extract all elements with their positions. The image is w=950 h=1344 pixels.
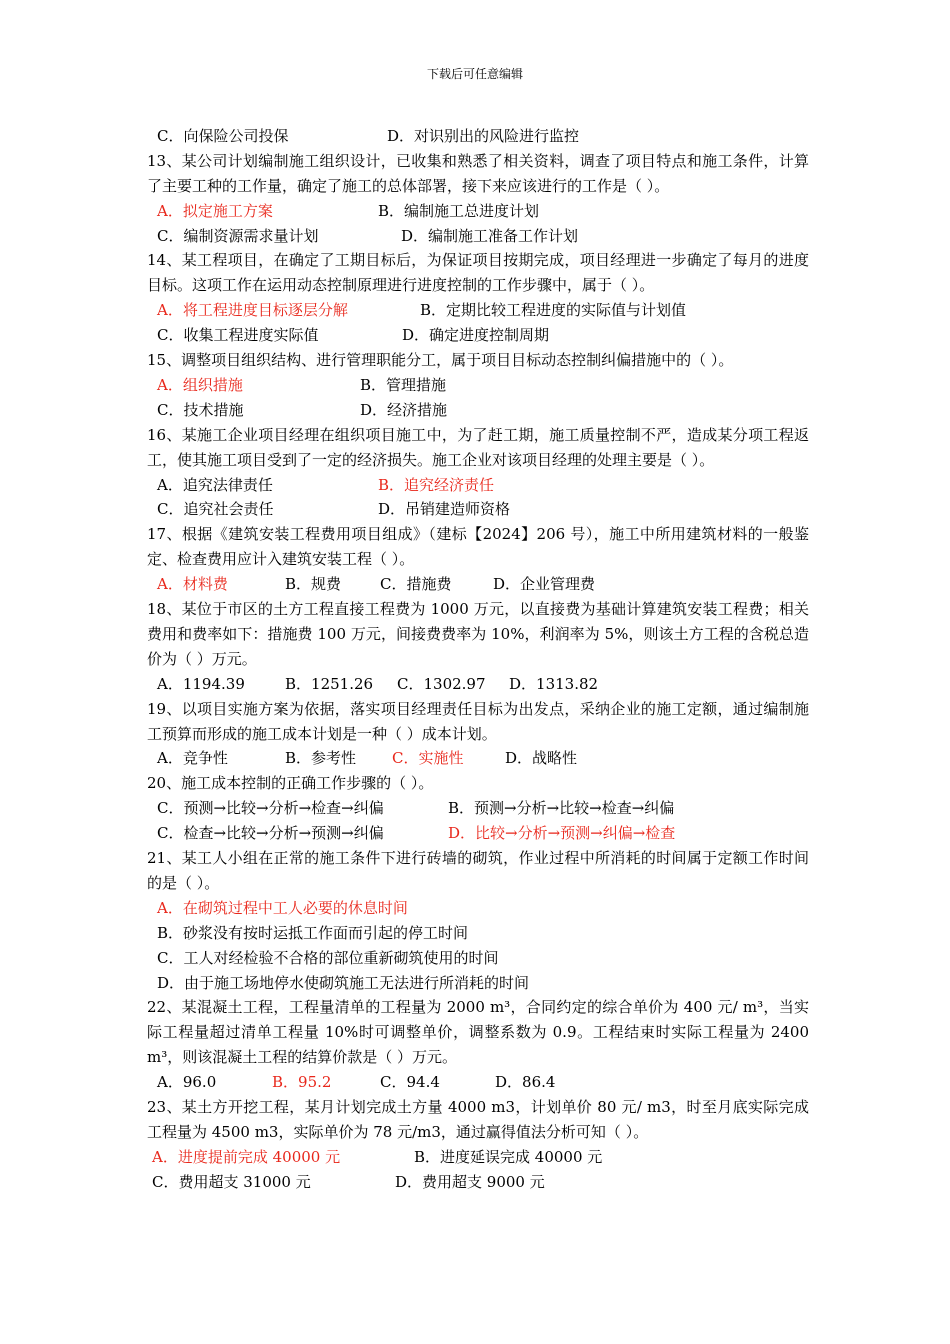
answer-option: D．经济措施	[360, 400, 448, 419]
question-text: 15、调整项目组织结构、进行管理职能分工，属于项目目标动态控制纠偏措施中的（ ）。	[147, 351, 734, 370]
option-row	[147, 473, 809, 498]
option-row	[147, 298, 809, 323]
answer-option: B．预测→分析→比较→检查→纠偏	[448, 799, 675, 818]
answer-option: B．管理措施	[360, 375, 447, 394]
option-row	[147, 672, 809, 697]
option-row	[147, 1170, 809, 1195]
question-text: 17、根据《建筑安装工程费用项目组成》（建标【2024】206 号），施工中所用建筑材料的一般鉴定、检查费用应计入建筑安装工程（ ）。	[147, 525, 809, 569]
answer-option: B．进度延误完成 40000 元	[414, 1147, 603, 1166]
answer-option: A．追究法律责任	[157, 475, 273, 494]
answer-option: D．战略性	[505, 749, 578, 768]
option-row	[147, 1070, 809, 1095]
answer-option-correct: B．追究经济责任	[378, 475, 495, 494]
question-text: 18、某位于市区的土方工程直接工程费为 1000 万元，以直接费为基础计算建筑安装工程费；相关费用和费率如下：措施费 100 万元，间接费费率为 10%，利润率为 5%，则该土方工程的含税总造价为（ ）万元。	[147, 600, 809, 668]
answer-option: D．1313.82	[509, 674, 599, 693]
answer-option: C．94.4	[380, 1073, 440, 1092]
answer-option-correct: D．比较→分析→预测→纠偏→检查	[448, 824, 676, 843]
answer-option: C．费用超支 31000 元	[152, 1172, 311, 1191]
answer-option: C．1302.97	[397, 674, 486, 693]
answer-option: D．由于施工场地停水使砌筑施工无法进行所消耗的时间	[157, 973, 530, 992]
answer-option: C．措施费	[380, 575, 452, 594]
option-row	[147, 323, 809, 348]
question-text: 19、以项目实施方案为依据，落实项目经理责任目标为出发点，采纳企业的施工定额，通过编制施工预算而形成的施工成本计划是一种（ ）成本计划。	[147, 699, 809, 743]
answer-option: D．确定进度控制周期	[402, 326, 550, 345]
question-text: 20、施工成本控制的正确工作步骤的（ ）。	[147, 774, 434, 793]
question-text: 13、某公司计划编制施工组织设计，已收集和熟悉了相关资料，调查了项目特点和施工条件，计算了主要工种的工作量，确定了施工的总体部署，接下来应该进行的工作是（ ）。	[147, 151, 809, 195]
answer-option: C．追究社会责任	[157, 500, 274, 519]
answer-option-correct: C．实施性	[392, 749, 464, 768]
answer-option-correct: B．95.2	[272, 1073, 332, 1092]
question-text: 23、某土方开挖工程，某月计划完成土方量 4000 m3，计划单价 80 元/ m3，时至月底实际完成工程量为 4500 m3，实际单价为 78 元/m3，通过赢得值法分析可知（ ）。	[147, 1098, 809, 1141]
answer-option: C．向保险公司投保	[157, 127, 289, 145]
page-header: 下载后可任意编辑	[426, 67, 523, 81]
answer-option: C．技术措施	[157, 400, 244, 419]
exam-content	[147, 124, 809, 1195]
option-row	[147, 497, 809, 522]
question-text: 21、某工人小组在正常的施工条件下进行砖墙的砌筑，作业过程中所消耗的时间属于定额工作时间的是（ ）。	[147, 849, 809, 892]
answer-option: D．企业管理费	[493, 575, 596, 594]
answer-option-correct: A．组织措施	[157, 375, 243, 394]
option-row	[147, 398, 809, 423]
option-row	[147, 572, 809, 597]
answer-option: C．预测→比较→分析→检查→纠偏	[157, 799, 384, 818]
answer-option: A．竞争性	[157, 749, 228, 768]
option-row	[147, 821, 809, 846]
option-row	[147, 746, 809, 771]
answer-option: C．检查→比较→分析→预测→纠偏	[157, 824, 384, 843]
answer-option: D．吊销建造师资格	[378, 500, 511, 519]
answer-option-correct: A．进度提前完成 40000 元	[152, 1147, 341, 1166]
answer-option-correct: A．材料费	[157, 575, 228, 594]
answer-option: B．参考性	[285, 749, 357, 768]
answer-option-correct: A．将工程进度目标逐层分解	[157, 301, 348, 320]
answer-option: C．编制资源需求量计划	[157, 226, 319, 245]
option-row	[147, 896, 809, 921]
answer-option: D．编制施工准备工作计划	[401, 226, 579, 245]
answer-option: B．编制施工总进度计划	[378, 201, 540, 220]
option-row	[147, 921, 809, 946]
question-text: 14、某工程项目，在确定了工期目标后，为保证项目按期完成，项目经理进一步确定了每月的进度目标。这项工作在运用动态控制原理进行进度控制的工作步骤中，属于（ ）。	[147, 251, 809, 295]
question-text: 16、某施工企业项目经理在组织项目施工中，为了赶工期，施工质量控制不严，造成某分项工程返工，使其施工项目受到了一定的经济损失。施工企业对该项目经理的处理主要是（ ）。	[147, 425, 809, 469]
option-row	[147, 373, 809, 398]
answer-option: B．规费	[285, 575, 342, 594]
option-row	[147, 796, 809, 821]
option-row	[147, 199, 809, 224]
option-row	[147, 1145, 809, 1170]
answer-option: B．1251.26	[285, 674, 374, 693]
option-row	[147, 224, 809, 249]
option-row	[147, 124, 809, 149]
answer-option-correct: A．在砌筑过程中工人必要的休息时间	[157, 898, 408, 917]
answer-option: B．砂浆没有按时运抵工作面而引起的停工时间	[157, 923, 469, 942]
answer-option: D．对识别出的风险进行监控	[387, 127, 580, 145]
answer-option-correct: A．拟定施工方案	[157, 201, 273, 220]
option-row	[147, 946, 809, 971]
question-text: 22、某混凝土工程，工程量清单的工程量为 2000 m³，合同约定的综合单价为 400 元/ m³，当实际工程量超过清单工程量 10%时可调整单价，调整系数为 0.9。工程结束时实际工程量为 2400 m³，则该混凝土工程的结算价款是（ ）万元。	[147, 998, 809, 1067]
answer-option: C．工人对经检验不合格的部位重新砌筑使用的时间	[157, 948, 499, 967]
option-row	[147, 971, 809, 996]
answer-option: A．1194.39	[157, 674, 245, 693]
answer-option: D．费用超支 9000 元	[395, 1172, 545, 1191]
answer-option: D．86.4	[495, 1073, 556, 1092]
answer-option: B．定期比较工程进度的实际值与计划值	[420, 301, 687, 320]
answer-option: A．96.0	[157, 1073, 217, 1092]
answer-option: C．收集工程进度实际值	[157, 326, 319, 345]
